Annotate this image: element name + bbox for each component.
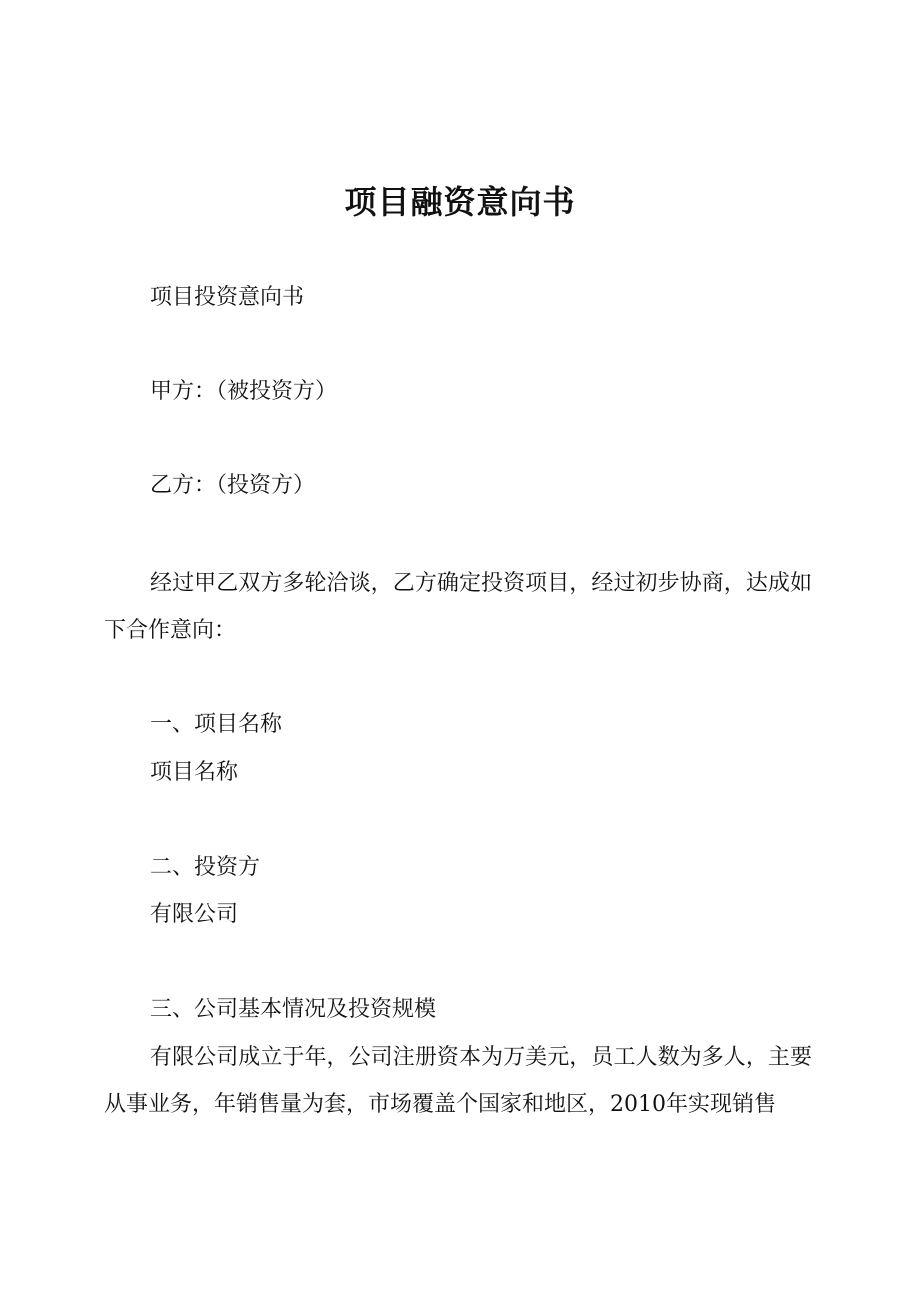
- document-subtitle: 项目投资意向书: [150, 285, 305, 310]
- section-body-investor: 有限公司: [150, 902, 239, 927]
- document-title: 项目融资意向书: [344, 183, 576, 221]
- section-heading-investor: 二、投资方: [150, 855, 261, 880]
- section-heading-project-name: 一、项目名称: [150, 712, 283, 737]
- section-body-project-name: 项目名称: [150, 760, 239, 785]
- party-b-line: 乙方：（投资方）: [150, 473, 316, 498]
- intro-paragraph: 经过甲乙双方多轮洽谈，乙方确定投资项目，经过初步协商，达成如下合作意向：: [104, 571, 812, 643]
- section-body-company-info: 有限公司成立于年，公司注册资本为万美元，员工人数为多人，主要从事业务，年销售量为套，市场覆盖个国家和地区，2010年实现销售: [104, 1045, 812, 1117]
- party-a-line: 甲方：（被投资方）: [150, 379, 338, 404]
- section-heading-company-info: 三、公司基本情况及投资规模: [150, 997, 437, 1022]
